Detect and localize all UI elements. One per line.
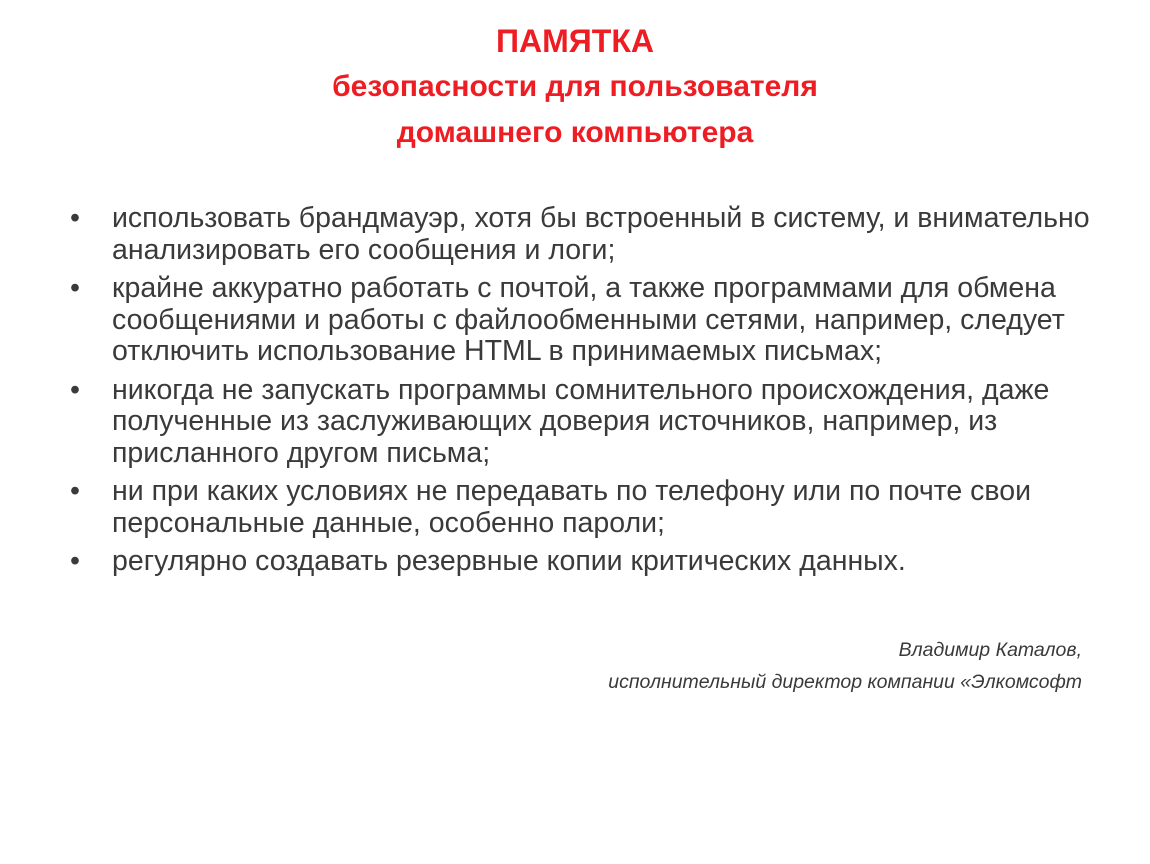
slide-subtitle-line-2: домашнего компьютера [396,116,754,149]
bullet-list [70,203,1090,585]
list-item [70,476,1090,539]
slide-subtitle-line-1: безопасности для пользователя [332,70,818,103]
bullet-icon: • [70,373,80,406]
author-role: исполнительный директор компании «Элкомсофт [608,671,1082,693]
author-name: Владимир Каталов, [898,639,1082,661]
list-item-text: использовать брандмауэр, хотя бы встроенный в систему, и внимательно анализировать его сообщения и логи; [112,202,1090,266]
author-signature [608,634,1082,698]
list-item-text: никогда не запускать программы сомнительного происхождения, даже полученные из заслуживающих доверия источников, например, из присланного другом письма; [112,373,1050,469]
list-item [70,546,1090,578]
list-item [70,375,1090,470]
list-item-text: регулярно создавать резервные копии критических данных. [112,545,906,577]
slide-title: ПАМЯТКА [496,23,654,59]
list-item [70,273,1090,368]
bullet-icon: • [70,475,80,507]
list-item-text: крайне аккуратно работать с почтой, а также программами для обмена сообщениями и работы с файлообменными сетями, например, следует отключить использование HTML в принимаемых письмах; [112,272,1065,367]
bullet-icon: • [70,202,80,234]
bullet-icon: • [70,272,80,304]
slide-header [0,18,1150,156]
bullet-icon: • [70,545,80,577]
list-item [70,203,1090,266]
list-item-text: ни при каких условиях не передавать по телефону или по почте свои персональные данные, особенно пароли; [112,475,1032,539]
